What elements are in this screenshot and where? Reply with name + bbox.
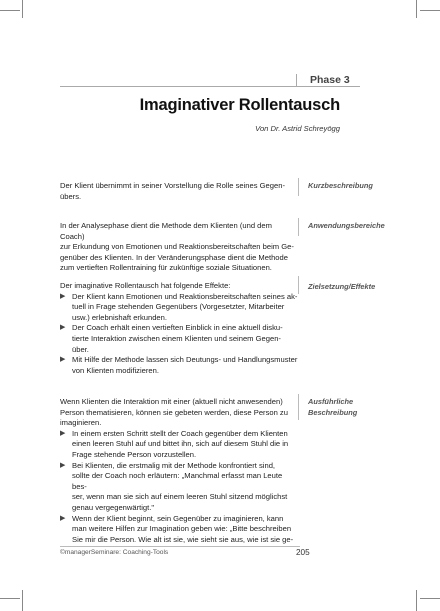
effects-list (60, 292, 298, 377)
list-item (60, 429, 298, 461)
crop-mark (0, 598, 20, 599)
text-line: imaginieren. (60, 418, 102, 428)
section-divider (298, 276, 299, 294)
text-line: Wenn der Klient beginnt, sein Gegenüber zu imaginieren, kann (72, 513, 284, 523)
text-line: tuell in Frage stehenden Gegenübers (Vorgesetzter, Mitarbeiter (72, 302, 285, 312)
text-line: Wenn Klienten die Interaktion mit einer (aktuell nicht anwesenden) (60, 397, 283, 406)
text-line: Person thematisieren, können sie gebeten werden, diese Person zu (60, 407, 288, 417)
section-zielsetzung (60, 281, 298, 376)
page-title: Imaginativer Rollentausch (139, 96, 340, 114)
text-line: genüber des Klienten. In der Veränderungsphase dient die Methode (60, 252, 288, 262)
text-line: Der Klient kann Emotionen und Reaktionsbereitschaften seines ak- (72, 291, 298, 301)
crop-mark (22, 590, 23, 611)
author-line: Von Dr. Astrid Schreyögg (255, 124, 340, 133)
text-line: Der Coach erhält einen vertieften Einblick in eine aktuell disku- (72, 323, 283, 333)
triangle-bullet-icon: ▶ (60, 429, 66, 437)
text-line: In der Analysephase dient die Methode dem Klienten (und dem Coach) (60, 221, 272, 241)
text-line: In einem ersten Schritt stellt der Coach gegenüber dem Klienten (72, 428, 288, 438)
text-line: über. (72, 344, 89, 354)
triangle-bullet-icon: ▶ (60, 461, 66, 469)
text-line: Der Klient übernimmt in seiner Vorstellung die Rolle seines Gegen- (60, 181, 285, 190)
text-line: Frage stehende Person vorzustellen. (72, 449, 197, 459)
section-ausfuehrliche-beschreibung (60, 397, 298, 545)
description-list (60, 429, 298, 546)
page-number: 205 (296, 548, 310, 557)
crop-mark (416, 590, 417, 611)
side-label-zielsetzung: Zielsetzung/Effekte (308, 282, 376, 291)
text-line: tierte Interaktion zwischen einem Klienten und seinem Gegen- (72, 333, 281, 343)
list-item (60, 292, 298, 324)
text-line: zum vertieften Rollentraining für zukünftige soziale Situationen. (60, 263, 272, 273)
side-label-anwendungsbereiche: Anwendungsbereiche (308, 221, 385, 230)
list-item (60, 461, 298, 514)
list-item (60, 514, 298, 546)
side-label-line: Beschreibung (308, 407, 358, 417)
text-line: Sie mir die Person. Wie alt ist sie, wie sieht sie aus, wie ist sie ge- (72, 534, 294, 544)
text-line: ser, wenn man sie sich auf einem leeren Stuhl sitzend möglichst (72, 492, 288, 502)
side-label-line: Ausführliche (308, 397, 354, 406)
crop-mark (0, 10, 20, 11)
text-line: Bei Klienten, die erstmalig mit der Methode konfrontiert sind, (72, 460, 276, 470)
footer-rule (60, 546, 300, 547)
triangle-bullet-icon: ▶ (60, 514, 66, 522)
text-line: einen leeren Stuhl auf und bittet ihn, sich auf diesem Stuhl die in (72, 439, 289, 449)
text-line: Mit Hilfe der Methode lassen sich Deutungs- und Handlungsmuster (72, 355, 298, 365)
text-line: zur Erkundung von Emotionen und Reaktionsbereitschaften beim Ge- (60, 242, 294, 252)
crop-mark (420, 10, 440, 11)
text-line: sollte der Coach noch erläutern: „Manchmal erfasst man Leute bes- (72, 471, 283, 491)
section-divider (298, 178, 299, 196)
list-item (60, 355, 298, 376)
crop-mark (420, 598, 440, 599)
triangle-bullet-icon: ▶ (60, 324, 66, 332)
text-line: usw.) erlebnishaft erkunden. (72, 312, 167, 322)
side-label-kurzbeschreibung: Kurzbeschreibung (308, 181, 373, 190)
text-line: genau vergegenwärtigt." (72, 502, 155, 512)
section-anwendungsbereiche (60, 221, 298, 274)
text-line: von Klienten modifizieren. (72, 365, 159, 375)
section-divider (298, 394, 299, 420)
triangle-bullet-icon: ▶ (60, 356, 66, 364)
list-item (60, 323, 298, 355)
text-line: man weitere Hilfen zur Imagination geben wie: „Bitte beschreiben (72, 524, 292, 534)
phase-label: Phase 3 (310, 74, 350, 86)
crop-mark (22, 0, 23, 18)
section-divider (298, 218, 299, 236)
side-label-ausfuehrliche-beschreibung (308, 397, 408, 418)
footer-source: ©managerSeminare: Coaching-Tools (60, 549, 169, 556)
text-line: Der imaginative Rollentausch hat folgende Effekte: (60, 281, 231, 290)
header-rule (60, 86, 360, 87)
text-line: übers. (60, 191, 82, 201)
section-kurzbeschreibung (60, 181, 298, 202)
crop-mark (416, 0, 417, 18)
header-tick (296, 74, 297, 87)
triangle-bullet-icon: ▶ (60, 292, 66, 300)
